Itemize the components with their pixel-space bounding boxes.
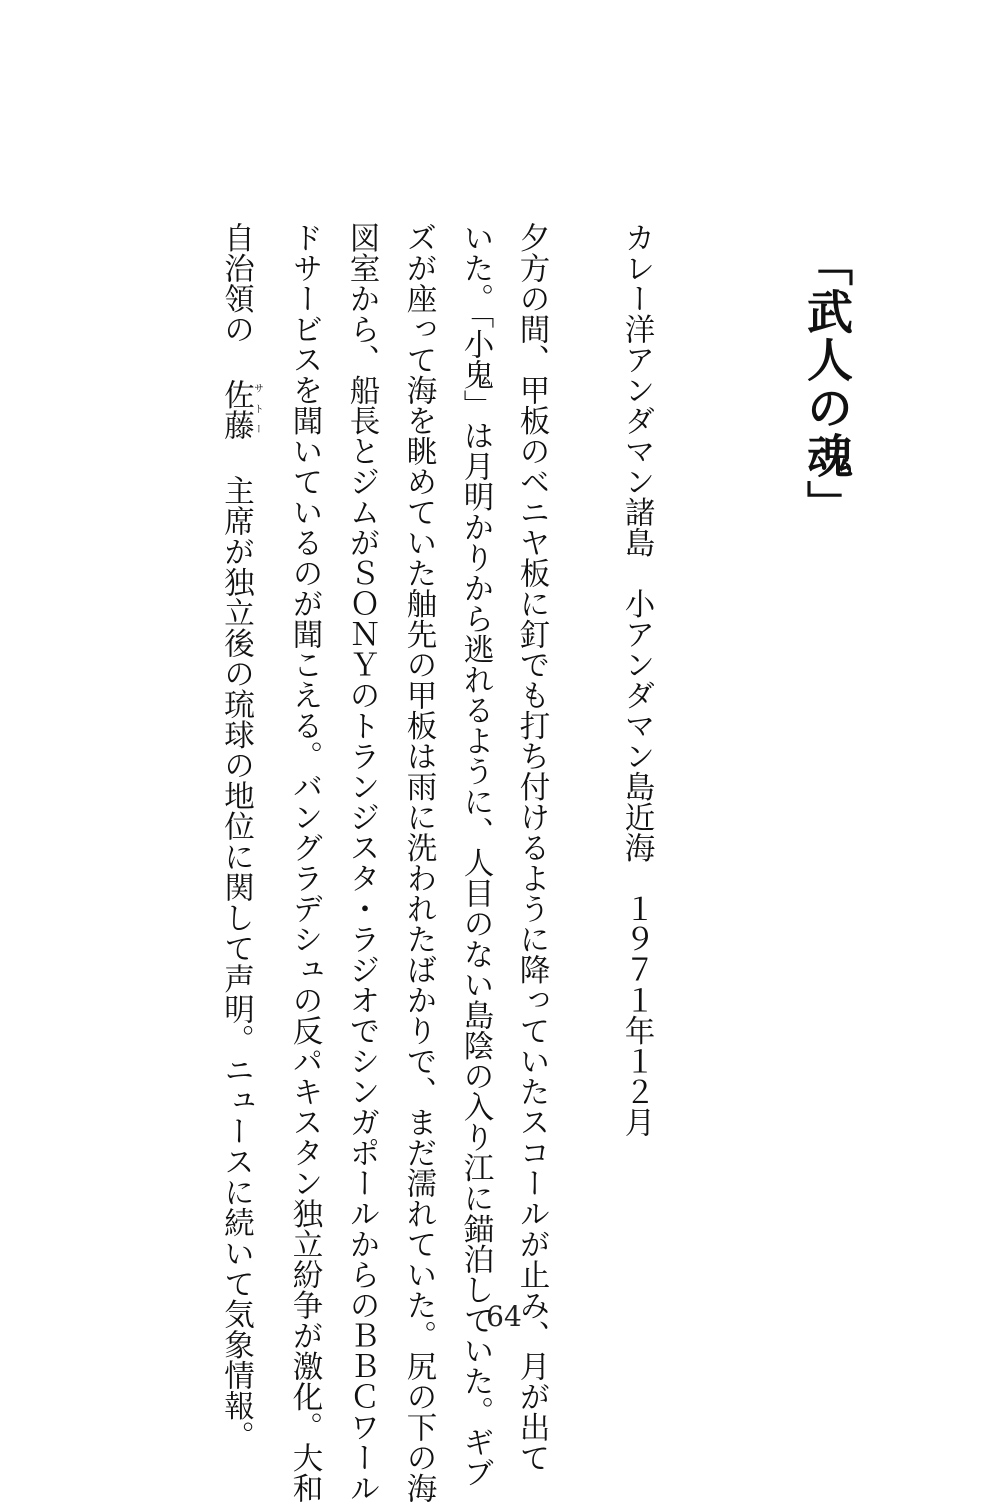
body-text-line: 図室から、船長とジムがＳＯＮＹのトランジスタ・ラジオでシンガポールからのＢＢＣワール bbox=[344, 222, 379, 1503]
body-text-line-with-ruby bbox=[218, 222, 263, 1451]
ruby-annotation bbox=[218, 379, 263, 440]
ruby-reading: サトー bbox=[251, 379, 263, 440]
page-number: 64 bbox=[486, 1300, 522, 1333]
body-text-line: 夕方の間、甲板のベニヤ板に釘でも打ち付けるように降っていたスコールが止み、月が出て bbox=[514, 222, 549, 1473]
chapter-title: 「武人の魂」 bbox=[800, 240, 854, 528]
body-text-line: ズが座って海を眺めていた舳先の甲板は雨に洗われたばかりで、まだ濡れていた。尻の下の海 bbox=[401, 222, 436, 1503]
body-text-line: いた。「小鬼」は月明かりから逃れるように、人目のない島陰の入り江に錨泊していた。ギブ bbox=[458, 222, 493, 1488]
line-text-after-ruby: 主席が独立後の琉球の地位に関して声明。ニュースに続いて気象情報。 bbox=[218, 475, 254, 1451]
ruby-base-text: 佐藤 bbox=[218, 379, 254, 440]
line-text-before-ruby: 自治領の bbox=[218, 222, 254, 344]
body-text-line: ドサービスを聞いているのが聞こえる。バングラデシュの反パキスタン独立紛争が激化。大和 bbox=[287, 222, 322, 1503]
location-dateline: カレー洋アンダマン諸島 小アンダマン島近海 １９７１年１２月 bbox=[619, 222, 654, 1137]
